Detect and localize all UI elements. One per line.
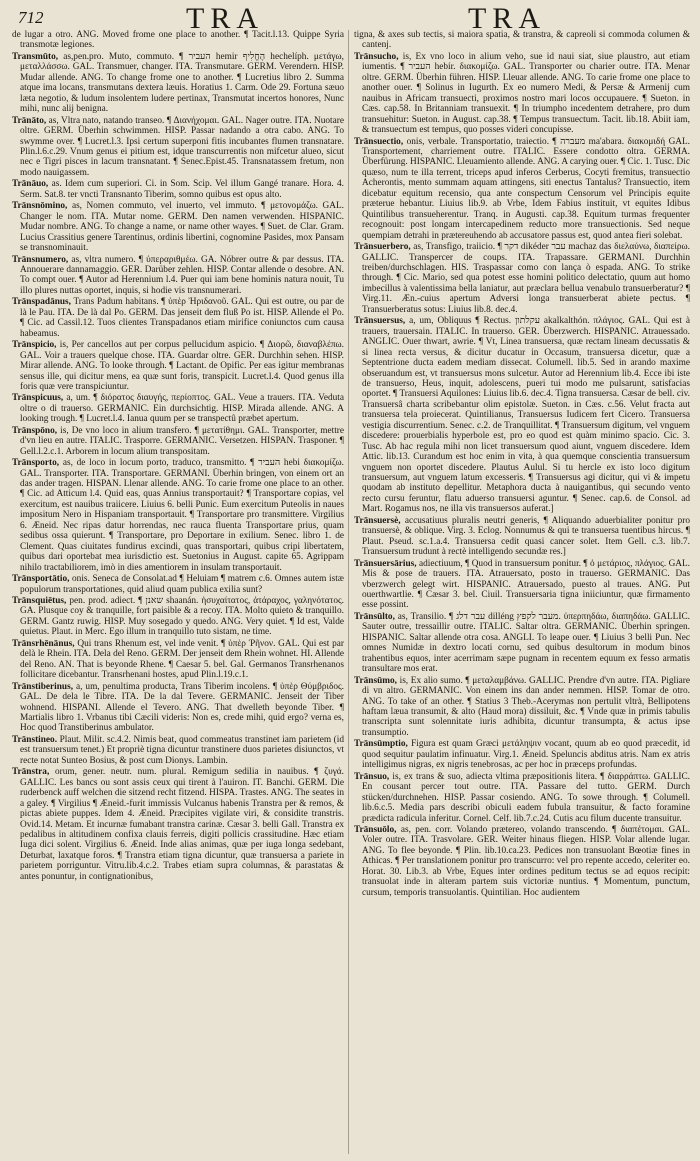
entry-text: as,pen.pro. Muto, commuto. ¶ העביר hemir הֶחֱלִיף hechelíph. μετάγω, μεταλλάσσω. GAL. Transmuer, changer. ITA. Transmutare. GERM. Verendern. HISP. Mudar allende. ANG. To change frome one to another. ¶ Lucretius libro 2. Summa atque ima locans, transmutans dextera læuis. Horatius 1. Carm. Ode 29. Fortuna sæuo læta negotio, & ludum insolentem ludere pertinax, Transmutat incertos honores, Nunc mihi, nunc alij benigna. (20, 51, 344, 115)
entry-headword: Transmūto, (12, 51, 59, 62)
entry-text: as, de loco in locum porto, traduco, transmitto. ¶ העביר hebi διακομίζω. GAL. Transporter. ITA. Transportare. GERMANI. Überhin bringen, von einem ort an das ander tragen. HISPAN. Llenar allende. ANG. To carie frome one place to an other. ¶ Cic. ad Atticum l.4. Quid eas, quas Annius transportauit? ¶ Transportare copias, vel exercitum, est nauibus traiicere. Liuius 6. belli Punic. Eum exercitum Puteolis in naues impositum Nero in Hispaniam transportauit. ¶ Transportare pro transmittere. Virgilius 6. Æneid. Nec ripas datur horrendas, nec rauca fluenta Transportare prius, quam sedibus ossa quierunt. ¶ Transportare, pro Deportare in exilium. Senec. libro 1. de Clement. Quas ciuitates fundirus excindi, quas transportari, quibus cripi libertatem, quibus dari oportebat mea iurisdictio est. Suetonius in August. capite 65. Agrippam nihilo tractabiliorem, imò in dies amentiorem in insulam transportauit. (20, 458, 344, 573)
entry-text: orum, gener. neutr. num. plural. Remigum sedilia in nauibus. ¶ ζυγά. GALLIC. Les bancs ou sont assis ceux qui tirent à l'auiron. IT. Banchi. GERM. Die ruderbenck auff welchen die sitzend recht fitzend. HISPA. Trastes. ANG. The seates in a galey. ¶ Virgilius ¶ Æneid.-furit immissis Vulcanus habenis Transtra per & remos, & pictas abiete puppes. Idem 4. Æneid. Præcipites vigilate viri, & considite transtris. Ovid.14. Metam. Et incurnæ fumabant transtra carinæ. Cæsar 3. belli Gall. Transtra ex pedalibus in altitudinem confixa clauis ferreis, digiti pollicis crassitudine. Hæc etiam Iuga dici solent. Virgilius 6. Æneid. Inde alias animas, quæ per iuga longa sedebant, Deturbat, laxatque foros. ¶ Transtra etiam tigna dicuntur, quæ transuersa a pariete in parietem porriguntur. Vitru.lib.4.c.2. Trabes etiam supra columnas, & parastatas & antes ponuntur, in contignationibus, (20, 767, 344, 882)
dictionary-entry (354, 52, 690, 136)
entry-text: Trans Padum habitans. ¶ ὑπὲρ Ἠριδανοῦ. GAL. Qui est outre, ou par de là le Pau. ITA. De là dal Po. GERM. Das jenseit dem fluß Po ist. HISP. Allende el Po. ¶ Cic. ad Cassil.12. Tuos clientes Transpadanos etiam mirifice coniunctos cum causa habeamus. (20, 297, 344, 339)
entry-headword: Trānstra, (12, 767, 50, 778)
entry-headword: Trānsuo, (354, 771, 390, 782)
entry-text: tigna, & axes sub tectis, si maiora spatia, & transtra, & capreoli si commoda columen & cantenj. (354, 30, 690, 51)
entry-text: a, um, Obliquus ¶ Rectus. עקלתון akalkalthón. πλάγιος. GAL. Qui est à trauers, trauersain. ITALIC. In trauerso. GER. Überzwerch. HISPANIC. Atrauessado. ANGLIC. Ouer thwart, awrie. ¶ Vt, Linea transuersa, quæ rectam lineam decussatis & si linea recta versus, & dicitur ducatur in Occasum, transuersa dicetur, quæ a Septentrione ducta eadem mediam dissecat. Columell. lib.5. Sed in arando maxime obseruandum est, vt transuersus mons sulcetur. Autor ad Herennium lib.4. Ecce ibi iste de transuerso, Heus, inquit, adolescens, pueri tui modo me pulsarunt, satisfacias oportet. ¶ Transuersi Aquilones: Liuius lib.6. dec.4. Tigna transuersa. Cæsar de bell. civ. Transuersâ charta scribebantur olim epistolæ. Sueton. in Cæs. c.56. Velut fracta aut transuersa tela proiecerat. Quintilianus, Transuersus Iudicem fert Cicero. Transuersa vestigia discurrentium. Senec. c.2. de Tranquillitat. ¶ Transuersum digitum, vel vnguem discedere: prouerbialis hyperbole est, pro eo quod est quàm minimo spacio. Cic. 3. Tusc. Ab hac regula mihi non licet transuersum quod aiunt, vnguem discedere. Idem Attic. lib.13. Curandum est hoc enim in vita, à qua quemque conscientia transuersum vnguem non oportet discedere. Plautus Aulul. Si tu hercle ex isto loco digitum transuersum, aut vnguem latum excesseris. ¶ Transuersus agi dicitur, qui vi & impetu quodam ab instituto depellitur. Metaphora ducta à nauigantibus, qui secundo vento recto cursu feruntur, flatu aduerso transuersi aguntur. ¶ Senec. cap.6. de Consol. ad Mart. Rogamus nos, ne illa vis transuersos auferat.] (362, 316, 690, 515)
right-column (354, 30, 690, 1152)
entry-text: as, Nomen commuto, vel inuerto, vel immuto. ¶ μετονομάζω. GAL. Changer le nom. ITA. Mutar nome. GERM. Den namen verwenden. HISPANIC. Mudar nombre. ANG. To change a name, or name other wayes. ¶ Suet. de Clar. Gram. Lucius Crassitius genere Tarentinus, ordinis libertini, cognomine Pasides, mox Pansam se transnominauit. (20, 201, 344, 254)
dictionary-entry (354, 825, 690, 898)
dictionary-entry (12, 596, 344, 638)
entry-headword: Trānsuerbero, (354, 242, 411, 253)
entry-text: as, vltra numero. ¶ ὑπεραριθμέω. GA. Nóbrer outre & par dessus. ITA. Annouerare dannamaggio. GER. Darüber zehlen. HISP. Contar allende o desobre. AN. To compt ouer. ¶ Autor ad Herennium l.4. Puer qui iam bene hominis natura nouit, Tu illo plures nuttas oportet, inquis, si hodie vis transnumerari. (20, 254, 344, 296)
dictionary-entry (12, 767, 344, 882)
entry-text: is, ex trans & suo, adiecta vltima præpositionis litera. ¶ διαρράπτω. GALLIC. En cousant percer tout outre. ITA. Passare del tutto. GERM. Durch stücken/durchnehen. HISP. Passar cosiendo. ANG. To sowe through. ¶ Columell. lib.6.c.5. Media pars describi obiculi eadem fubula transuitur, & facto foramine prædicta radicula inferitur. Cornel. Celf. lib.7.c.24. Cutis acu filum ducente transuitur. (362, 771, 690, 824)
dictionary-entry (12, 201, 344, 253)
entry-text: is, Ex alio sumo. ¶ μεταλαμβάνω. GALLIC. Prendre d'vn autre. ITA. Pigliare di vn altro. GERMANIC. Von einem ins dan ander nemmen. HISP. Tomar de otro. ANG. To take of an other. ¶ Statius 3 Theb.-Acerymas non pertulit vltrà, Bellipotens haftam læua transumit, & alto (Haud mora) dissiluit, &c. ¶ Vnde quæ in primis tabulis transcripta sunt solennitate iuris adhibita, dicuntur transumpta, & actus ipse transumptio. (362, 675, 690, 738)
entry-headword: Trānsuersè, (354, 515, 401, 526)
entry-text: adiectiuum, ¶ Quod in transuersum ponitur. ¶ ὁ μετάριος, πλάγιος. GAL. Mis & pose de trauers. ITA. Atrauersato, posto in trauerso. GERMANIC. Das vberzwerch gelegt wirt. HISPANIC. Atrauersado, puesto al traues. ANG. Put ouerthwartlie. ¶ Cæsar 3. bel. Ciuil. Transuersaria tigna iniiciuntur, quæ firmamento esse possint. (362, 558, 690, 611)
entry-text: Qui trans Rhenum est, vel inde venit. ¶ ὑπὲρ Ῥῆνον. GAL. Qui est par delà le Rhein. ITA. Dela del Reno. GERM. Der jenseit dem Rhein wohnet. HI. Allende del Reno. AN. That is beyonde Rhene. ¶ Caesar 5. bel. Gal. Germanos Transrhenanos follicitare dicebantur. Transrhenani hostes, apud Plin.l.19.c.1. (20, 638, 344, 681)
dictionary-entry (12, 340, 344, 392)
column-divider (348, 30, 349, 1154)
entry-headword: Trānsūmptio, (354, 739, 408, 750)
page-header (0, 2, 700, 35)
dictionary-entry (12, 30, 344, 51)
dictionary-entry (12, 639, 344, 681)
entry-headword: Trānspicio, (12, 340, 57, 351)
entry-text: is, Per cancellos aut per corpus pellucidum aspicio. ¶ Διορῶ, διαναβλέπω. GAL. Voir a trauers quelque chose. ITA. Guardar oltre. GER. Durchhin sehen. HISP. Mirar allende. ANG. To looke through. ¶ Lactant. de Opific. Per eas igitur membranas sensus ille, qui dicitur mens, ea quæ sunt foris, transpicit. Lucret.l.4. Quod genus illa foris quæ vere transpiciuntur. (20, 340, 344, 392)
entry-text: pen. prod. adiect. ¶ שאנן shaanán. ἡσυχαίτατος, ἀτάραχος, γαληνότατος. GA. Plusque coy & tranquille, fort paisible & a recoy. ITA. Molto quieto & tranquillo. GERM. Gantz ruwig. HISP. Muy sosegado y quedo. ANG. Very quiet. ¶ Id est, Valde quietus. Plaut. in Merc. Ego illum in tranquillo tuto sistam, ne time. (20, 596, 344, 638)
entry-text: a, um. ¶ διόρατος διαυγής, περίοπτος. GAL. Veue a trauers. ITA. Veduta oltre o di trauerso. GERMANIC. Ein durchsichtig. HISP. Mirada allende. ANG. A looking trough. ¶ Lucret.l.4. Ianua quum per se transpectû præbet apertum. (20, 393, 344, 425)
dictionary-entry (354, 559, 690, 611)
entry-headword: Trānsuersus, (354, 316, 406, 327)
entry-headword: Trānspadānus, (12, 297, 71, 308)
dictionary-entry (354, 612, 690, 675)
entry-headword: Trānāto, (12, 115, 47, 126)
dictionary-entry (12, 682, 344, 734)
running-head-right: TRA (468, 2, 546, 35)
entry-headword: Trānsnumero, (12, 254, 69, 265)
entry-text: onis. Seneca de Consolat.ad ¶ Heluiam ¶ matrem c.6. Omnes autem istæ populorum transportationes, quid aliud quam publica exilia sunt? (20, 574, 344, 595)
entry-headword: Trānsrhēnānus, (12, 638, 75, 649)
dictionary-entry (354, 30, 690, 51)
entry-headword: Trānspicuus, (12, 393, 64, 404)
entry-text: Plaut. Milit. sc.4.2. Nimis beat, quod commeatus transtinet iam parietem (id est transuersum tenet.) Et propriè tigna dicuntur transtinere duos parietes disiunctos, vt recte notat Sunteo Bosius, & post cum Dionys. Lambin. (20, 734, 344, 766)
dictionary-entry (354, 516, 690, 558)
dictionary-entry (12, 735, 344, 766)
entry-text: as, Transilio. ¶ עבר דלג dilléng מעבר לקפץ. ὑπερπηδάω, διαπηδάω. GALLIC. Sauter outre, tressaillir outre. ITALIC. Saltar oltra. GERMANIC. Überhin springen. HISPANIC. Saltar allende otra cosa. ANGLI. To leape ouer. ¶ Liuius 3 belli Pun. Nec omnes Numidæ in dextro locati cornu, sed quibus desultorum in modum binos trahentibus equos, inter acerrimam sæpe pugnam in recentem equum ex fesso armatis transultare mos erat. (362, 611, 690, 675)
dictionary-entry (354, 739, 690, 770)
dictionary-entry (12, 458, 344, 573)
entry-headword: Trānsnōmino, (12, 201, 68, 212)
dictionary-entry (354, 242, 690, 315)
dictionary-entry (12, 297, 344, 339)
dictionary-entry (354, 316, 690, 515)
entry-headword: Trānsuōlo, (354, 824, 397, 835)
dictionary-entry (354, 137, 690, 242)
dictionary-entry (12, 52, 344, 115)
entry-text: accusatiuus pluralis neutri generis, ¶ Aliquando aduerbialiter ponitur pro transuersè, & oblique. Virg. 3. Eclog. Nonnumus & qui te transuersa tuentibus hircus. ¶ Plaut. Pseud. sc.1.a.4. Transuersa cedit quasi cancer solet. Item Gell. c.3. lib.7. Transuersum trudunt à rectè intelligendo secundæ res.] (362, 515, 690, 558)
dictionary-entry (12, 574, 344, 595)
running-head-left: TRA (186, 2, 264, 35)
entry-text: is, De vno loco in alium transfero. ¶ μετατίθημι. GAL. Transporter, mettre d'vn lieu en autre. ITALIC. Trasporre. GERMANIC. Versetzen. HISPAN. Trasponer. ¶ Gell.l.2.c.1. Arborem in locum alium transpositam. (20, 425, 344, 457)
entry-text: onis, verbale. Transportatio, traiectio. ¶ מעברה ma'abara. διακομιδή GAL. Transportement, charriement outre. ITALIC. Essere condotto oltra. GERMA. Überfürung. HISPANIC. Lleuamiento allende. ANG. A carying ouer. ¶ Cic. 1. Tusc. Dic quæso, num te illa terrent, triceps apud inferos Cerberus, Cocyti fremitus, transuectio Acherontis, mento summam aquam attingens, siti enectus Tantalus? Transuectio, item dicebatur equitum recensio, qua ante conspectum Censorum vel Principis equite præterue hebantur. Liuius lib.9. ab Vrbe, Idem Fabius instituit, vt equites Idibus Quintilibus transueherentur. Tranq. in Augusti. cap.38. Equitum turmas frequenter recognouit: post longam intercapedinem reducto more transuectionis. Sed neque quempiam detrahi in prætereuhendo ab accusatore passus est, quod antea fieri solebat. (362, 136, 690, 241)
entry-headword: Trānsquiētus, (12, 596, 67, 607)
entry-headword: Trānsūlto, (354, 611, 395, 622)
entry-headword: Trānāuo, (12, 179, 49, 190)
entry-headword: Trānspōno, (12, 425, 58, 436)
entry-text: as. Idem cum superiori. Ci. in Som. Scip. Vel illum Gangé tranare. Hora. 4. Serm. Sat.8. ter vncti Transnanto Tiberim, somno quibus est opus alto. (20, 179, 344, 200)
left-column (12, 30, 344, 1152)
entry-headword: Trānsuectio, (354, 136, 404, 147)
entry-text: as, Transfigo, traiicio. ¶ דקר dikéder עבר machaz das διελαύνω, διαπείρω. GALLIC. Transpercer de coups. ITA. Trapassare. GERMANI. Durchhin treiben/durchschlagen. HIS. Traspassar como con lança ò espada. ANG. To strike through. ¶ Cic. Mario, sed qua potest esse homini politico delectatio, quum aut homo imbecillus à valentissima bella laniatur, aut præclara bellua venabulo transuerberatur? ¶ Virg.11. Æn.-cuius apertum Adversi longa transuerberat abiete pectus. ¶ Transuerberatus sotus: Liuius lib.8. dec.4. (362, 242, 690, 315)
entry-text: a, um, penultima producta, Trans Tiberim incolens. ¶ ὑπὲρ Θύμβριδος. GAL. De dela le Tibre. ITA. De la dal Tevere. GERMANIC. Jenseit der Tiber wohnend. HISPANI. Allende el Tevero. ANG. That dwelleth beyonde Tiber. ¶ Martialis libro 1. Vrbanus tibi Cæcili videris: Non es, crede mihi, quid ergo? verna es, Hoc quod Transtiberinus ambulator. (20, 681, 344, 734)
entry-text: Figura est quam Græci μετάληψιν vocant, quum ab eo quod præcedit, id quod sequitur paulatim infinuatur. Virg.1. Æneid. Speluncis abditus atris. Nam ex atris intelligimus nigras, ex nigris tenebrosas, ac per hoc in præceps profundas. (362, 739, 690, 771)
entry-text: as, pen. corr. Volando prætereo, volando transcendo. ¶ διαπέτομαι. GAL. Voler outre. ITA. Trasvolare. GER. Weiter hinaus fliegen. HISP. Volar allende lugar. ANG. To flee beyonde. ¶ Plin. lib.10.ca.23. Pedices non transuolant Bœotiæ fines in Athicas. ¶ Per translationem ponitur pro transcurro: vel pro repente accedo, celeriter eo. Horat. 30. Lib.3. ab Vrbe, Eques inter ordines peditum tectus se ad equos recipit: transuolat inde in alteram partem suis victoriæ nuntius. ¶ Momentum, punctum, cursum, temporis transuolantis. Quintilian. Hoc audientem (362, 824, 690, 898)
entry-headword: Trānsūmo, (354, 675, 397, 686)
dictionary-entry (354, 772, 690, 824)
entry-headword: Trānsporto, (12, 458, 60, 469)
dictionary-entry (12, 116, 344, 179)
entry-headword: Trānstineo. (12, 734, 58, 745)
entry-headword: Trānsportātio, (12, 574, 70, 585)
entry-headword: Trānsuersārius, (354, 558, 417, 569)
entry-text: as, Vltra nato, natando transeo. ¶ Διανήχομαι. GAL. Nager outre. ITA. Nuotare oltre. GERM. Überhin schwimmen. HISP. Passar nadando a otra cabo. ANG. To swymme over. ¶ Lucret.l.3. Ipsi certum superponi fitis incubantes flumen transnatare. Plin.l.6.c.29. Vnum genus ei pitium est, idque transcurrentis non mifcetur alueo, sicut nec e Tigri pisces in lacum transnatant. ¶ Senec.Epist.45. Transnatassem fretum, non modo nauigassem. (20, 115, 344, 178)
entry-headword: Trānstiberinus, (12, 681, 74, 692)
dictionary-entry (12, 393, 344, 424)
dictionary-entry (12, 426, 344, 457)
page-number: 712 (18, 8, 44, 27)
entry-text: is, Ex vno loco in alium veho, sue id naui siat, siue plaustro, aut etiam iumentis. ¶ העביר hebír. διακομίζω. GAL. Transporter ou charier outre. ITA. Menar oltre. GERM. Überhin führen. HISP. Lleuar allende. ANG. To carie frome one place to another ouer. ¶ Solinus in Iugurth. Ex eo numero Medi, & Persæ & Armenij cum nauibus in Africam transuecti, proximos nostro mari locos occupauere. ¶ Sueton. in Cæs. cap.58. In Britanniam transuexit. ¶ In triumpho incedentem detrahere, pro dum transuehitur: Sueton. in August. cap.38. ¶ Tempus transuectum. Tacit. lib.18. Abiit iam, & transuectum est tempus, quo posses videri concupisse. (362, 51, 690, 136)
dictionary-entry (12, 255, 344, 297)
dictionary-entry (12, 179, 344, 200)
entry-headword: Trānsucho, (354, 51, 399, 62)
entry-text: de lugar a otro. ANG. Moved frome one place to another. ¶ Tacit.l.13. Quippe Syria transmotæ legiones. (12, 30, 344, 51)
dictionary-entry (354, 676, 690, 739)
